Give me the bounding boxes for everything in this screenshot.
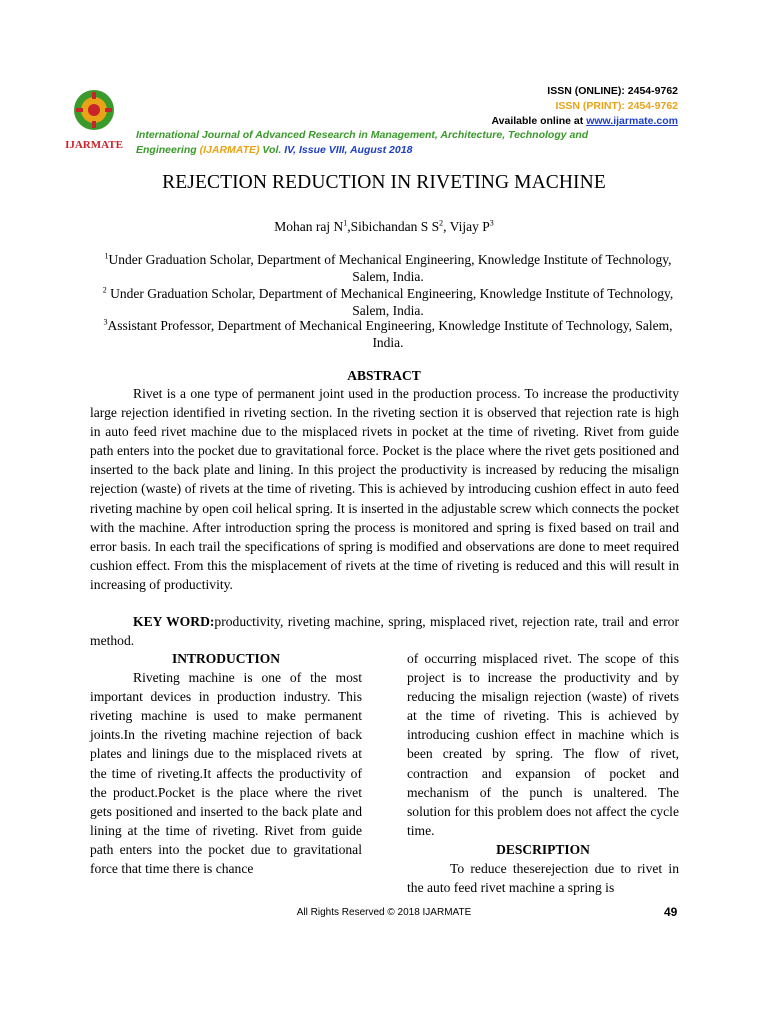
affiliation-2: $^2$ Under Graduation Scholar, Department of Mechanical Engineering, Knowledge Institute of Technology, Salem, India. — [102, 285, 674, 318]
introduction-heading: INTRODUCTION — [171, 651, 280, 666]
paper-title: REJECTION REDUCTION IN RIVETING MACHINE — [162, 172, 606, 193]
available-online: Available online at www.ijarmate.com — [491, 115, 678, 127]
description-text: To reduce theserejection due to rivet in the auto feed rivet machine a spring is — [407, 861, 679, 896]
copyright-footer: All Rights Reserved © 2018 IJARMATE — [296, 907, 472, 918]
logo-text: IJARMATE — [65, 139, 123, 151]
abstract-heading: ABSTRACT — [347, 368, 421, 383]
affiliation-1: $^1$Under Graduation Scholar, Department of Mechanical Engineering, Knowledge Institute of Technology, Salem, India. — [104, 251, 672, 284]
right-column — [407, 649, 679, 897]
author-list: Mohan raj $N^1,Sibichandan$ S $S^2$, Vijay $P^3$ — [274, 218, 494, 234]
journal-website-link[interactable]: www.ijarmate.com — [586, 115, 678, 127]
left-column — [90, 649, 362, 878]
description-heading: DESCRIPTION — [496, 841, 590, 857]
journal-name: International Journal of Advanced Research in Management, Architecture, Technology and Engineering (IJARMATE) Vol. IV, Issue VIII, August 2018 — [136, 129, 589, 156]
issn-online: ISSN (ONLINE): 2454-9762 — [547, 85, 678, 97]
affiliation-3: $^3$Assistant Professor, Department of Mechanical Engineering, Knowledge Institute of Technology, Salem, India. — [103, 317, 673, 350]
keywords-label: KEY WORD: — [133, 614, 215, 629]
issn-print: ISSN (PRINT): 2454-9762 — [555, 100, 678, 112]
abstract-text: Rivet is a one type of permanent joint used in the production process. To increase the productivity large rejection identified in riveting section. In the riveting section it is observed that rejection rate is high in auto feed rivet machine due to the misplaced rivets in pocket at the time of riveting. Rivet from guide path enters into the pocket due to gravitational force. Pocket is the place where the rivet gets positioned and inserted to the back plate and lining. In this project the productivity is increased by reducing the misalign rejection (waste) of rivets at the time of riveting. This is achieved by introducing cushion effect in auto feed riveting machine by open coil helical spring. It is inserted in the adjustable screw which connects the pocket with the machine. After introduction spring the process is monitored and spring is fixed based on trail and error basis. In each trail the specifications of spring is modified and observations are done to meet required cushion effect. From this the misplacement of rivets at the time of riveting is reduced and this will result in increasing of productivity. — [90, 386, 679, 592]
page-number: 49 — [664, 905, 678, 919]
keywords: KEY WORD:productivity, riveting machine, spring, misplaced rivet, rejection rate, trail and error method. — [90, 614, 679, 649]
introduction-text-right: of occurring misplaced rivet. The scope of this project is to increase the productivity and by reducing the misalign rejection (waste) of rivets at the time of riveting. This is achieved by introducing cushion effect in machine which is been created by spring. The flow of rivet, contraction and expansion of pocket and mechanism of the punch is unaltered. The solution for this problem does not affect the cycle time. — [407, 651, 679, 838]
journal-volume: IV, Issue VIII, August 2018 — [284, 144, 413, 156]
journal-abbreviation: (IJARMATE) — [199, 144, 260, 156]
issn-block — [491, 84, 678, 129]
journal-logo — [58, 86, 130, 152]
introduction-text-left: Riveting machine is one of the most important devices in production industry. This riveting machine is used to make permanent joints.In the riveting machine rejection of back plates and linings due to the misplaced rivets at the time of riveting.It affects the productivity of the product.Pocket is the place where the rivet gets positioned and inserted to the back plate and lining at the time of riveting. Rivet from guide path enters into the pocket due to gravitational force that time there is chance — [90, 670, 362, 877]
